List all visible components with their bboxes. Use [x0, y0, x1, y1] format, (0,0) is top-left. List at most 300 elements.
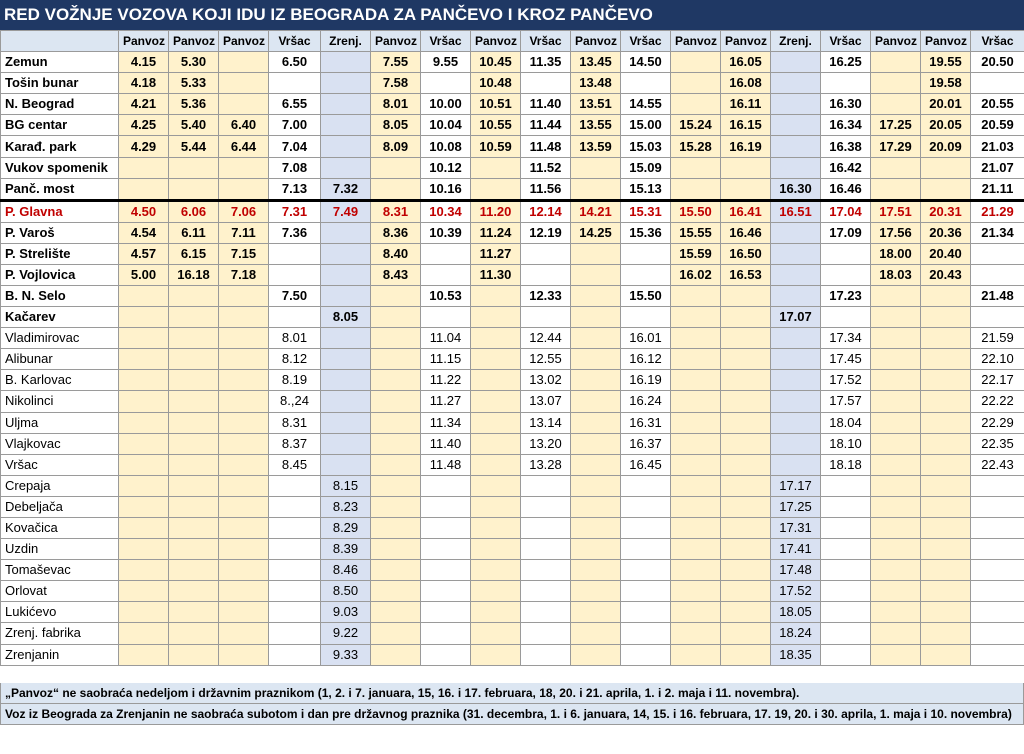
table-row: [1, 433, 1024, 454]
departure-time: [421, 602, 471, 623]
departure-time: 11.20: [471, 200, 521, 222]
departure-time: 15.13: [621, 178, 671, 200]
departure-time: [871, 349, 921, 370]
departure-time: [371, 602, 421, 623]
table-row: [1, 136, 1024, 157]
departure-time: 16.46: [721, 222, 771, 243]
departure-time: [621, 517, 671, 538]
departure-time: [169, 454, 219, 475]
departure-time: [571, 475, 621, 496]
departure-time: [321, 94, 371, 115]
station-name: Uljma: [1, 412, 119, 433]
departure-time: [219, 307, 269, 328]
departure-time: 20.55: [971, 94, 1024, 115]
departure-time: [169, 517, 219, 538]
departure-time: [671, 496, 721, 517]
departure-time: [571, 328, 621, 349]
departure-time: [269, 602, 321, 623]
departure-time: [621, 644, 671, 665]
departure-time: [621, 539, 671, 560]
departure-time: [571, 157, 621, 178]
departure-time: [671, 73, 721, 94]
departure-time: [471, 517, 521, 538]
departure-time: 19.58: [921, 73, 971, 94]
departure-time: [921, 539, 971, 560]
departure-time: [169, 644, 219, 665]
departure-time: [971, 307, 1024, 328]
departure-time: [771, 285, 821, 306]
column-header: Vršac: [521, 31, 571, 52]
departure-time: 16.34: [821, 115, 871, 136]
departure-time: 13.51: [571, 94, 621, 115]
departure-time: 20.50: [971, 52, 1024, 73]
departure-time: [371, 157, 421, 178]
departure-time: [971, 243, 1024, 264]
departure-time: [671, 285, 721, 306]
departure-time: 16.19: [621, 370, 671, 391]
departure-time: 18.00: [871, 243, 921, 264]
departure-time: [671, 94, 721, 115]
table-row: [1, 307, 1024, 328]
departure-time: [721, 328, 771, 349]
departure-time: [421, 539, 471, 560]
departure-time: 17.41: [771, 539, 821, 560]
departure-time: [119, 623, 169, 644]
departure-time: [169, 349, 219, 370]
departure-time: [119, 157, 169, 178]
departure-time: 7.49: [321, 200, 371, 222]
departure-time: [269, 243, 321, 264]
table-row: [1, 94, 1024, 115]
departure-time: [771, 157, 821, 178]
departure-time: 21.34: [971, 222, 1024, 243]
departure-time: [671, 328, 721, 349]
departure-time: [521, 496, 571, 517]
departure-time: 7.04: [269, 136, 321, 157]
departure-time: 15.28: [671, 136, 721, 157]
departure-time: [921, 581, 971, 602]
departure-time: [921, 328, 971, 349]
departure-time: [471, 496, 521, 517]
departure-time: [521, 73, 571, 94]
departure-time: 4.21: [119, 94, 169, 115]
departure-time: 21.29: [971, 200, 1024, 222]
station-name: Vukov spomenik: [1, 157, 119, 178]
departure-time: [771, 94, 821, 115]
departure-time: [219, 517, 269, 538]
departure-time: [671, 560, 721, 581]
departure-time: [621, 243, 671, 264]
departure-time: [571, 264, 621, 285]
departure-time: [169, 370, 219, 391]
departure-time: 17.51: [871, 200, 921, 222]
departure-time: 20.09: [921, 136, 971, 157]
departure-time: [721, 560, 771, 581]
departure-time: [821, 539, 871, 560]
departure-time: 8.46: [321, 560, 371, 581]
departure-time: [219, 644, 269, 665]
departure-time: [971, 560, 1024, 581]
departure-time: 15.36: [621, 222, 671, 243]
departure-time: 16.12: [621, 349, 671, 370]
departure-time: [921, 496, 971, 517]
departure-time: 11.27: [471, 243, 521, 264]
departure-time: 20.36: [921, 222, 971, 243]
station-name: Tošin bunar: [1, 73, 119, 94]
departure-time: [269, 623, 321, 644]
departure-time: [219, 94, 269, 115]
table-row: [1, 285, 1024, 306]
departure-time: [521, 644, 571, 665]
departure-time: 15.50: [621, 285, 671, 306]
column-header: Panvoz: [119, 31, 169, 52]
departure-time: [471, 539, 521, 560]
departure-time: 17.07: [771, 307, 821, 328]
departure-time: [921, 475, 971, 496]
departure-time: 10.08: [421, 136, 471, 157]
departure-time: 9.03: [321, 602, 371, 623]
departure-time: [371, 178, 421, 200]
departure-time: [269, 264, 321, 285]
departure-time: [821, 517, 871, 538]
departure-time: 15.24: [671, 115, 721, 136]
departure-time: [371, 307, 421, 328]
departure-time: [421, 644, 471, 665]
departure-time: 21.03: [971, 136, 1024, 157]
departure-time: [119, 454, 169, 475]
departure-time: 12.19: [521, 222, 571, 243]
departure-time: [871, 623, 921, 644]
departure-time: 14.25: [571, 222, 621, 243]
station-name: P. Glavna: [1, 200, 119, 222]
column-header: Panvoz: [671, 31, 721, 52]
departure-time: 8.01: [269, 328, 321, 349]
departure-time: 9.33: [321, 644, 371, 665]
station-name: Vršac: [1, 454, 119, 475]
column-header: Panvoz: [219, 31, 269, 52]
departure-time: 7.00: [269, 115, 321, 136]
station-name: Zrenj. fabrika: [1, 623, 119, 644]
departure-time: 20.59: [971, 115, 1024, 136]
departure-time: [871, 433, 921, 454]
departure-time: [671, 602, 721, 623]
departure-time: [721, 623, 771, 644]
departure-time: 15.59: [671, 243, 721, 264]
departure-time: [721, 178, 771, 200]
departure-time: 13.07: [521, 391, 571, 412]
departure-time: [421, 307, 471, 328]
departure-time: [471, 178, 521, 200]
departure-time: 13.45: [571, 52, 621, 73]
departure-time: 8.12: [269, 349, 321, 370]
station-name: Tomaševac: [1, 560, 119, 581]
departure-time: [721, 433, 771, 454]
departure-time: [219, 602, 269, 623]
departure-time: 21.07: [971, 157, 1024, 178]
departure-time: [421, 243, 471, 264]
table-row: [1, 115, 1024, 136]
departure-time: [621, 496, 671, 517]
departure-time: 17.31: [771, 517, 821, 538]
departure-time: [521, 264, 571, 285]
station-name: Debeljača: [1, 496, 119, 517]
departure-time: 11.24: [471, 222, 521, 243]
departure-time: 15.55: [671, 222, 721, 243]
departure-time: 11.48: [421, 454, 471, 475]
departure-time: [321, 454, 371, 475]
table-row: [1, 157, 1024, 178]
departure-time: [421, 560, 471, 581]
departure-time: [721, 454, 771, 475]
departure-time: [321, 115, 371, 136]
departure-time: [119, 391, 169, 412]
table-row: [1, 200, 1024, 222]
departure-time: [671, 475, 721, 496]
departure-time: [471, 623, 521, 644]
departure-time: [821, 644, 871, 665]
departure-time: 16.25: [821, 52, 871, 73]
departure-time: 6.15: [169, 243, 219, 264]
departure-time: [219, 412, 269, 433]
departure-time: [671, 157, 721, 178]
departure-time: [871, 581, 921, 602]
departure-time: [571, 285, 621, 306]
departure-time: 16.31: [621, 412, 671, 433]
departure-time: [721, 285, 771, 306]
departure-time: [571, 370, 621, 391]
table-row: [1, 243, 1024, 264]
departure-time: 16.18: [169, 264, 219, 285]
column-header: Panvoz: [371, 31, 421, 52]
station-name: Vladimirovac: [1, 328, 119, 349]
departure-time: [821, 475, 871, 496]
departure-time: [621, 602, 671, 623]
departure-time: 6.06: [169, 200, 219, 222]
station-name: P. Strelište: [1, 243, 119, 264]
departure-time: [371, 370, 421, 391]
departure-time: 16.51: [771, 200, 821, 222]
departure-time: [169, 475, 219, 496]
departure-time: [771, 412, 821, 433]
departure-time: [871, 157, 921, 178]
departure-time: [521, 602, 571, 623]
departure-time: 11.56: [521, 178, 571, 200]
departure-time: 8.15: [321, 475, 371, 496]
departure-time: 12.44: [521, 328, 571, 349]
departure-time: [471, 602, 521, 623]
departure-time: [921, 178, 971, 200]
departure-time: [871, 412, 921, 433]
departure-time: [821, 623, 871, 644]
departure-time: 11.44: [521, 115, 571, 136]
departure-time: [119, 644, 169, 665]
station-name: Zrenjanin: [1, 644, 119, 665]
departure-time: 11.40: [421, 433, 471, 454]
departure-time: [571, 349, 621, 370]
departure-time: 11.35: [521, 52, 571, 73]
departure-time: 13.48: [571, 73, 621, 94]
departure-time: [471, 454, 521, 475]
departure-time: [921, 391, 971, 412]
departure-time: [771, 73, 821, 94]
departure-time: 17.45: [821, 349, 871, 370]
departure-time: [571, 412, 621, 433]
departure-time: 17.56: [871, 222, 921, 243]
departure-time: [119, 178, 169, 200]
footnote-zrenjanin: Voz iz Beograda za Zrenjanin ne saobraća subotom i dan pre državnog praznika (31. decembra, 1. i 6. januara, 14, 15. i 16. februara, 17. 19, 20. i 30. aprila, 1. maja i 10. novembra): [0, 704, 1024, 725]
departure-time: [921, 644, 971, 665]
departure-time: [671, 454, 721, 475]
table-row: [1, 222, 1024, 243]
station-name: Orlovat: [1, 581, 119, 602]
departure-time: 12.55: [521, 349, 571, 370]
departure-time: [571, 178, 621, 200]
departure-time: 8.09: [371, 136, 421, 157]
departure-time: 16.24: [621, 391, 671, 412]
departure-time: 7.11: [219, 222, 269, 243]
departure-time: [871, 370, 921, 391]
departure-time: [771, 264, 821, 285]
departure-time: [671, 581, 721, 602]
table-row: [1, 328, 1024, 349]
departure-time: 10.51: [471, 94, 521, 115]
departure-time: 10.16: [421, 178, 471, 200]
departure-time: [321, 52, 371, 73]
departure-time: 17.57: [821, 391, 871, 412]
departure-time: [269, 539, 321, 560]
departure-time: [421, 623, 471, 644]
departure-time: [571, 433, 621, 454]
departure-time: 7.15: [219, 243, 269, 264]
departure-time: 16.53: [721, 264, 771, 285]
departure-time: [471, 328, 521, 349]
departure-time: [371, 285, 421, 306]
departure-time: [169, 433, 219, 454]
departure-time: [219, 52, 269, 73]
departure-time: 11.04: [421, 328, 471, 349]
departure-time: 22.10: [971, 349, 1024, 370]
departure-time: [671, 370, 721, 391]
departure-time: [771, 391, 821, 412]
departure-time: 20.05: [921, 115, 971, 136]
departure-time: [821, 581, 871, 602]
departure-time: 11.22: [421, 370, 471, 391]
station-name: Karađ. park: [1, 136, 119, 157]
departure-time: [219, 581, 269, 602]
table-row: [1, 454, 1024, 475]
station-name: Zemun: [1, 52, 119, 73]
departure-time: 8.01: [371, 94, 421, 115]
departure-time: 20.43: [921, 264, 971, 285]
departure-time: [219, 433, 269, 454]
departure-time: [971, 581, 1024, 602]
column-header: Vršac: [621, 31, 671, 52]
column-header: Vršac: [421, 31, 471, 52]
departure-time: [521, 517, 571, 538]
table-row: [1, 560, 1024, 581]
departure-time: [621, 264, 671, 285]
table-row: [1, 644, 1024, 665]
departure-time: [169, 285, 219, 306]
departure-time: [921, 602, 971, 623]
departure-time: 6.50: [269, 52, 321, 73]
departure-time: 17.34: [821, 328, 871, 349]
station-name: Nikolinci: [1, 391, 119, 412]
departure-time: 17.52: [771, 581, 821, 602]
departure-time: 16.38: [821, 136, 871, 157]
departure-time: [521, 581, 571, 602]
departure-time: [421, 581, 471, 602]
departure-time: [119, 285, 169, 306]
departure-time: [621, 307, 671, 328]
column-header: Vršac: [821, 31, 871, 52]
departure-time: 20.40: [921, 243, 971, 264]
departure-time: [321, 73, 371, 94]
departure-time: [119, 560, 169, 581]
departure-time: 18.04: [821, 412, 871, 433]
departure-time: [371, 496, 421, 517]
departure-time: 7.58: [371, 73, 421, 94]
departure-time: 13.28: [521, 454, 571, 475]
departure-time: 11.34: [421, 412, 471, 433]
departure-time: 8.37: [269, 433, 321, 454]
departure-time: 16.01: [621, 328, 671, 349]
departure-time: [571, 243, 621, 264]
departure-time: 19.55: [921, 52, 971, 73]
departure-time: 10.39: [421, 222, 471, 243]
departure-time: 4.54: [119, 222, 169, 243]
departure-time: [721, 475, 771, 496]
departure-time: [971, 602, 1024, 623]
departure-time: 20.31: [921, 200, 971, 222]
header-row: [1, 31, 1024, 52]
departure-time: 21.59: [971, 328, 1024, 349]
departure-time: [371, 433, 421, 454]
departure-time: [871, 517, 921, 538]
departure-time: [471, 285, 521, 306]
departure-time: [119, 328, 169, 349]
departure-time: 5.44: [169, 136, 219, 157]
departure-time: [571, 307, 621, 328]
departure-time: [971, 517, 1024, 538]
departure-time: 16.19: [721, 136, 771, 157]
departure-time: [471, 412, 521, 433]
departure-time: [321, 433, 371, 454]
departure-time: [721, 307, 771, 328]
departure-time: 8.50: [321, 581, 371, 602]
departure-time: 4.50: [119, 200, 169, 222]
departure-time: [371, 560, 421, 581]
departure-time: [119, 496, 169, 517]
table-row: [1, 475, 1024, 496]
departure-time: [219, 328, 269, 349]
departure-time: [771, 222, 821, 243]
departure-time: [571, 517, 621, 538]
departure-time: 6.55: [269, 94, 321, 115]
departure-time: 8.23: [321, 496, 371, 517]
table-row: [1, 52, 1024, 73]
departure-time: 7.13: [269, 178, 321, 200]
departure-time: [269, 644, 321, 665]
departure-time: [621, 581, 671, 602]
departure-time: [921, 370, 971, 391]
header-corner: [1, 31, 119, 52]
departure-time: 17.17: [771, 475, 821, 496]
departure-time: 9.22: [321, 623, 371, 644]
departure-time: 16.08: [721, 73, 771, 94]
departure-time: 10.59: [471, 136, 521, 157]
station-name: Alibunar: [1, 349, 119, 370]
